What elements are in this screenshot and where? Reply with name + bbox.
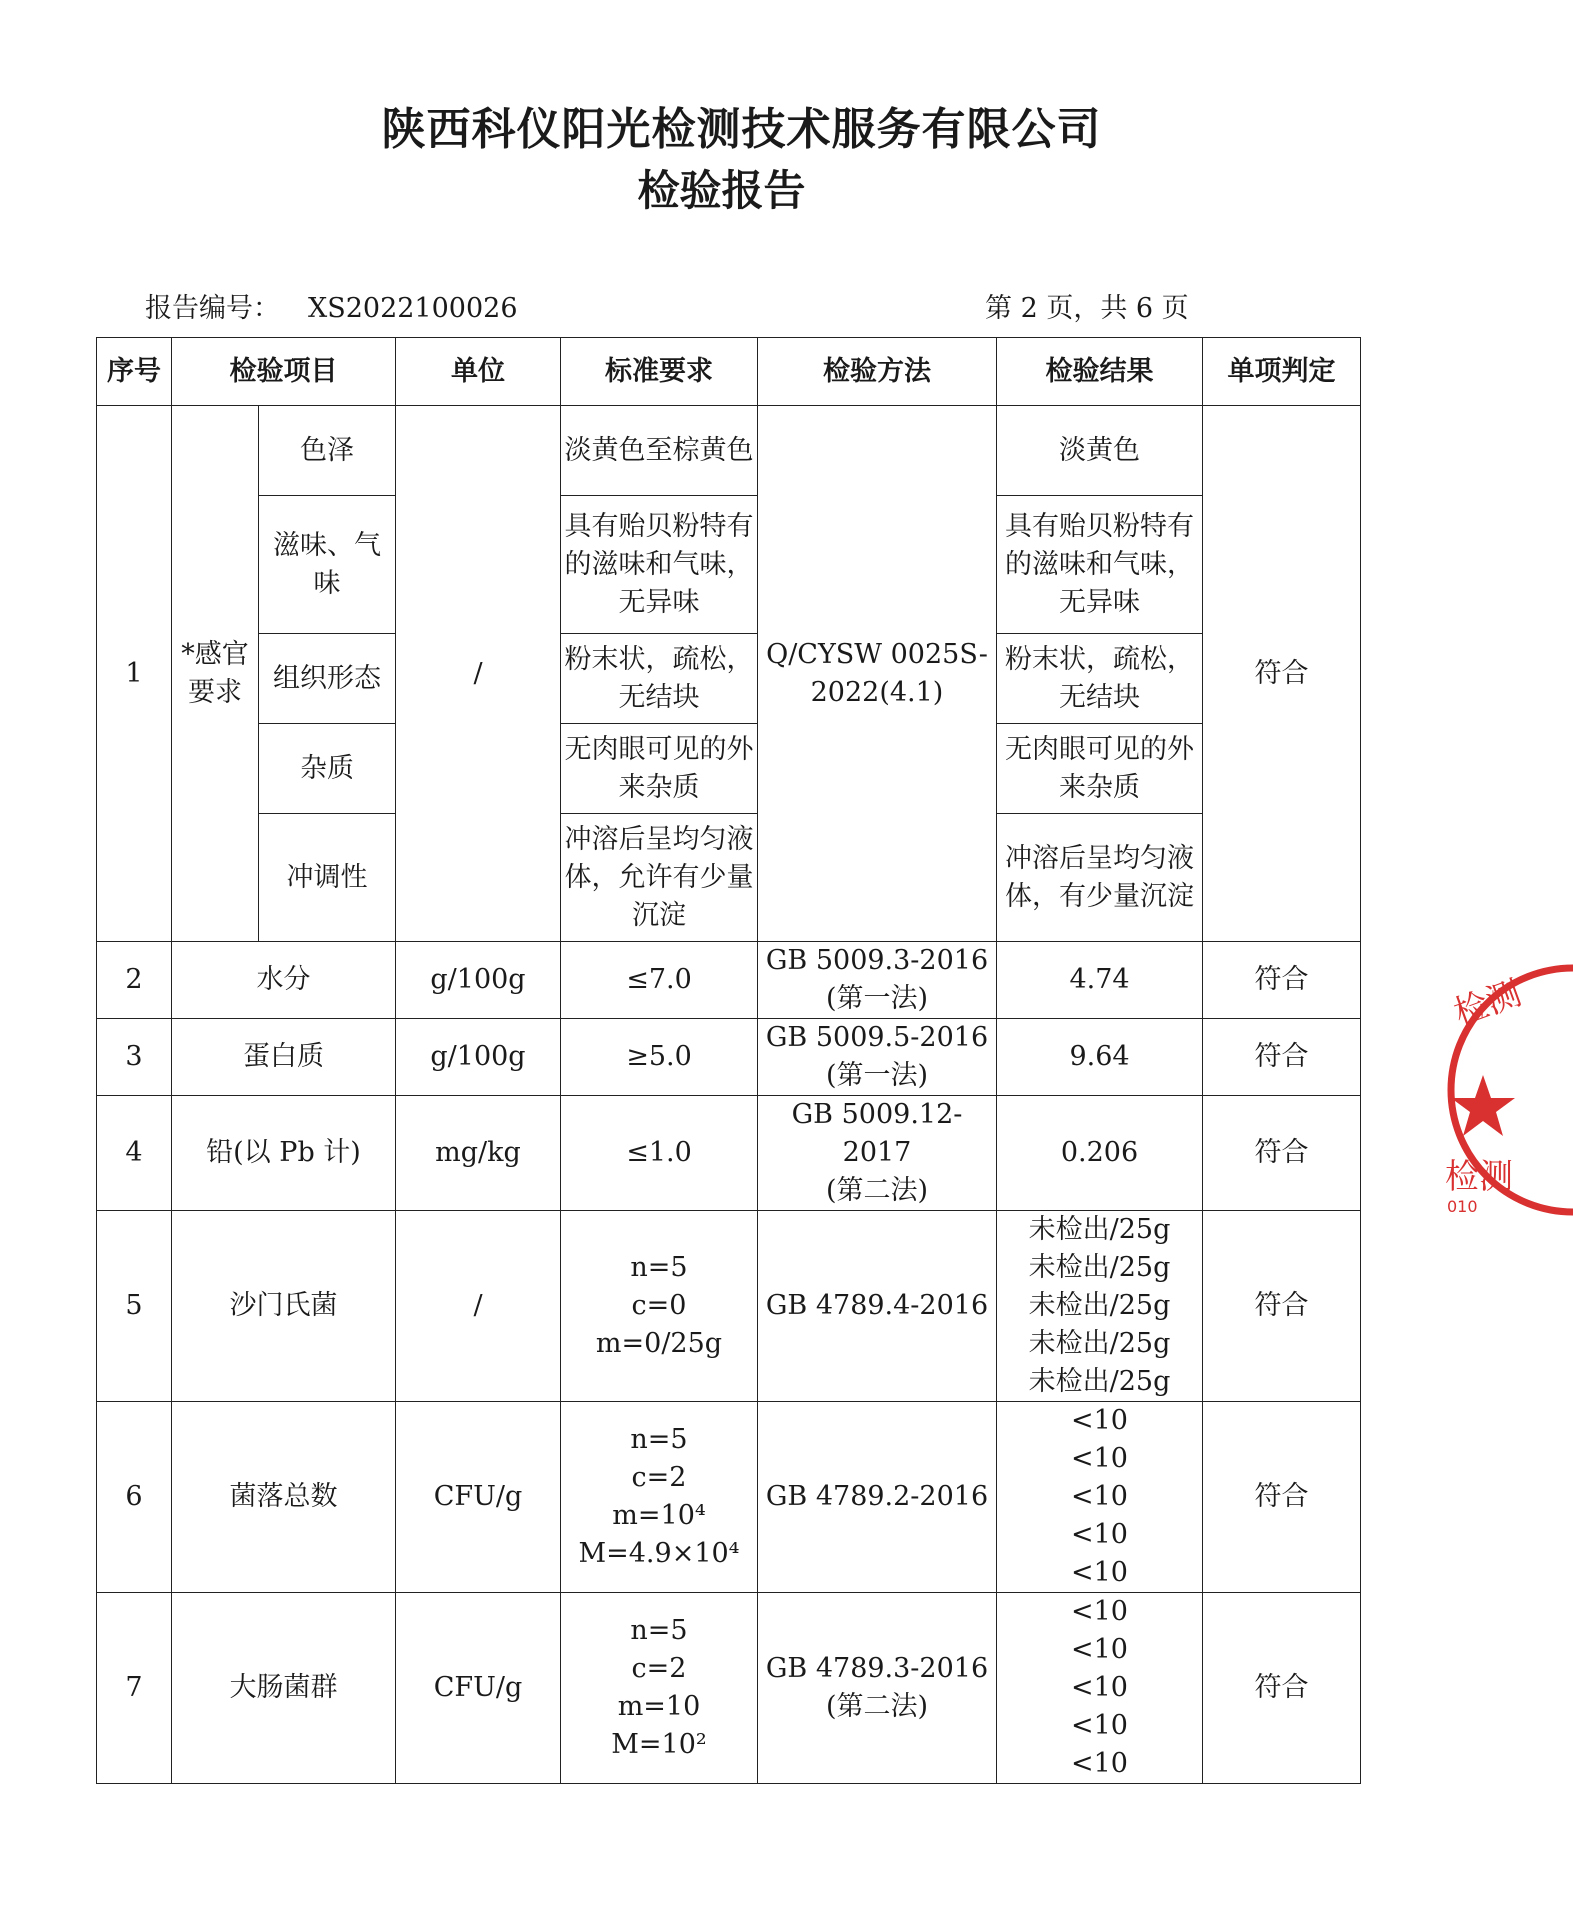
row-requirement xyxy=(561,1402,758,1593)
sub-requirement: 粉末状，疏松，无结块 xyxy=(561,634,758,724)
row-requirement xyxy=(561,942,758,1019)
row-unit: g/100g xyxy=(396,942,561,1019)
row-verdict: 符合 xyxy=(1203,1211,1361,1402)
row-verdict: 符合 xyxy=(1203,406,1361,942)
row-result-line: 未检出/25g xyxy=(1028,1366,1171,1397)
sub-result: 无肉眼可见的外来杂质 xyxy=(997,724,1203,814)
row-method xyxy=(758,1593,997,1784)
row-method-line: GB 5009.3-2016 xyxy=(765,945,989,976)
sub-item: 冲调性 xyxy=(259,814,396,942)
row-method-line: GB 4789.4-2016 xyxy=(765,1290,989,1321)
row-unit: CFU/g xyxy=(396,1402,561,1593)
row-method-line: GB 5009.5-2016 xyxy=(765,1022,989,1053)
row-index: 1 xyxy=(97,406,172,942)
sub-requirement: 具有贻贝粉特有的滋味和气味，无异味 xyxy=(561,496,758,634)
company-name: 陕西科仪阳光检测技术服务有限公司 xyxy=(381,104,1102,155)
row-requirement-line: ≥5.0 xyxy=(626,1041,692,1072)
sub-result: 冲溶后呈均匀液体，有少量沉淀 xyxy=(997,814,1203,942)
stamp-text-bottom: 检测 xyxy=(1445,1157,1513,1197)
row-result-line: 未检出/25g xyxy=(1028,1290,1171,1321)
row-result xyxy=(997,1402,1203,1593)
row-result-line: 9.64 xyxy=(1069,1041,1130,1072)
sub-item: 色泽 xyxy=(259,406,396,496)
row-result-line: <10 xyxy=(1071,1710,1128,1741)
row-method xyxy=(758,1096,997,1211)
row-requirement xyxy=(561,1211,758,1402)
row-requirement-line: M=10² xyxy=(611,1729,707,1760)
row-index: 5 xyxy=(97,1211,172,1402)
row-item: 蛋白质 xyxy=(172,1019,396,1096)
col-header-unit: 单位 xyxy=(396,338,561,406)
sub-result: 淡黄色 xyxy=(997,406,1203,496)
row-requirement-line: m=0/25g xyxy=(595,1328,723,1359)
row-requirement-line: m=10 xyxy=(617,1691,701,1722)
row-unit: / xyxy=(396,1211,561,1402)
row-method-line: GB 4789.2-2016 xyxy=(765,1481,989,1512)
row-result xyxy=(997,1211,1203,1402)
row-requirement xyxy=(561,1096,758,1211)
report-number-label: 报告编号： xyxy=(145,293,280,324)
row-item: 大肠菌群 xyxy=(172,1593,396,1784)
sub-result: 具有贻贝粉特有的滋味和气味，无异味 xyxy=(997,496,1203,634)
col-header-result: 检验结果 xyxy=(997,338,1203,406)
inspection-table xyxy=(96,337,1361,1784)
inspection-stamp xyxy=(1433,950,1573,1230)
row-result xyxy=(997,1096,1203,1211)
row-item: 沙门氏菌 xyxy=(172,1211,396,1402)
row-method: Q/CYSW 0025S-2022(4.1) xyxy=(758,406,997,942)
row-item: 水分 xyxy=(172,942,396,1019)
table-row xyxy=(97,724,1361,814)
row-result xyxy=(997,942,1203,1019)
row-method xyxy=(758,1402,997,1593)
row-requirement-line: ≤7.0 xyxy=(626,964,692,995)
row-verdict: 符合 xyxy=(1203,1402,1361,1593)
row-verdict: 符合 xyxy=(1203,1593,1361,1784)
row-requirement-line: c=2 xyxy=(631,1653,687,1684)
row-index: 3 xyxy=(97,1019,172,1096)
table-row xyxy=(97,1593,1361,1784)
stamp-star-icon xyxy=(1451,1075,1515,1136)
sub-requirement: 无肉眼可见的外来杂质 xyxy=(561,724,758,814)
report-title: 检验报告 xyxy=(637,166,806,215)
row-method-line: (第一法) xyxy=(825,983,929,1014)
table-row xyxy=(97,1096,1361,1211)
row-requirement-line: ≤1.0 xyxy=(626,1137,692,1168)
row-item: 菌落总数 xyxy=(172,1402,396,1593)
table-row xyxy=(97,496,1361,634)
row-requirement xyxy=(561,1019,758,1096)
row-index: 7 xyxy=(97,1593,172,1784)
row-index: 4 xyxy=(97,1096,172,1211)
sub-requirement: 冲溶后呈均匀液体，允许有少量沉淀 xyxy=(561,814,758,942)
row-result-line: <10 xyxy=(1071,1748,1128,1779)
sub-item: 杂质 xyxy=(259,724,396,814)
row-requirement-line: c=2 xyxy=(631,1462,687,1493)
table-row xyxy=(97,406,1361,496)
row-method-line: GB 4789.3-2016 xyxy=(765,1653,989,1684)
row-result-line: <10 xyxy=(1071,1519,1128,1550)
row-result-line: 未检出/25g xyxy=(1028,1252,1171,1283)
row-unit: CFU/g xyxy=(396,1593,561,1784)
row-requirement-line: n=5 xyxy=(630,1615,688,1646)
row-method-line: (第二法) xyxy=(825,1691,929,1722)
row-requirement-line: M=4.9×10⁴ xyxy=(578,1538,740,1569)
row-result-line: 0.206 xyxy=(1060,1137,1139,1168)
row-result-line: <10 xyxy=(1071,1672,1128,1703)
table-row xyxy=(97,1211,1361,1402)
row-result-line: <10 xyxy=(1071,1557,1128,1588)
row-requirement-line: m=10⁴ xyxy=(612,1500,706,1531)
row-index: 2 xyxy=(97,942,172,1019)
sub-requirement: 淡黄色至棕黄色 xyxy=(561,406,758,496)
row-result-line: <10 xyxy=(1071,1443,1128,1474)
col-header-verdict: 单项判定 xyxy=(1203,338,1361,406)
row-result-line: <10 xyxy=(1071,1405,1128,1436)
row-requirement-line: n=5 xyxy=(630,1424,688,1455)
row-result xyxy=(997,1019,1203,1096)
col-header-index: 序号 xyxy=(97,338,172,406)
table-row xyxy=(97,1402,1361,1593)
row-result-line: <10 xyxy=(1071,1634,1128,1665)
row-unit: / xyxy=(396,406,561,942)
row-result-line: 未检出/25g xyxy=(1028,1214,1171,1245)
sub-result: 粉末状，疏松，无结块 xyxy=(997,634,1203,724)
report-number: XS2022100026 xyxy=(308,293,518,324)
table-row xyxy=(97,1019,1361,1096)
row-method-line: GB 5009.12-2017 xyxy=(791,1099,963,1168)
row-method xyxy=(758,1211,997,1402)
row-verdict: 符合 xyxy=(1203,1019,1361,1096)
row-requirement xyxy=(561,1593,758,1784)
col-header-method: 检验方法 xyxy=(758,338,997,406)
row-method-line: (第二法) xyxy=(825,1175,929,1206)
row-result-line: 4.74 xyxy=(1069,964,1130,995)
table-row xyxy=(97,942,1361,1019)
row-result xyxy=(997,1593,1203,1784)
row-result-line: <10 xyxy=(1071,1481,1128,1512)
row-method xyxy=(758,1019,997,1096)
row-index: 6 xyxy=(97,1402,172,1593)
sub-item: 组织形态 xyxy=(259,634,396,724)
row-result-line: <10 xyxy=(1071,1596,1128,1627)
col-header-requirement: 标准要求 xyxy=(561,338,758,406)
table-row xyxy=(97,814,1361,942)
row-verdict: 符合 xyxy=(1203,942,1361,1019)
sensory-group-label: *感官要求 xyxy=(172,406,259,942)
table-header-row xyxy=(97,338,1361,406)
table-row xyxy=(97,634,1361,724)
sub-item: 滋味、气味 xyxy=(259,496,396,634)
row-verdict: 符合 xyxy=(1203,1096,1361,1211)
col-header-item: 检验项目 xyxy=(172,338,396,406)
row-requirement-line: c=0 xyxy=(631,1290,687,1321)
page-info: 第 2 页，共 6 页 xyxy=(985,293,1189,324)
report-number-line xyxy=(145,286,518,325)
row-unit: mg/kg xyxy=(396,1096,561,1211)
row-method-line: (第一法) xyxy=(825,1060,929,1091)
row-unit: g/100g xyxy=(396,1019,561,1096)
row-requirement-line: n=5 xyxy=(630,1252,688,1283)
row-method xyxy=(758,942,997,1019)
row-item: 铅(以 Pb 计) xyxy=(172,1096,396,1211)
stamp-digits: 010 xyxy=(1447,1197,1478,1216)
stamp-text-top: 检测 xyxy=(1448,973,1527,1035)
row-result-line: 未检出/25g xyxy=(1028,1328,1171,1359)
